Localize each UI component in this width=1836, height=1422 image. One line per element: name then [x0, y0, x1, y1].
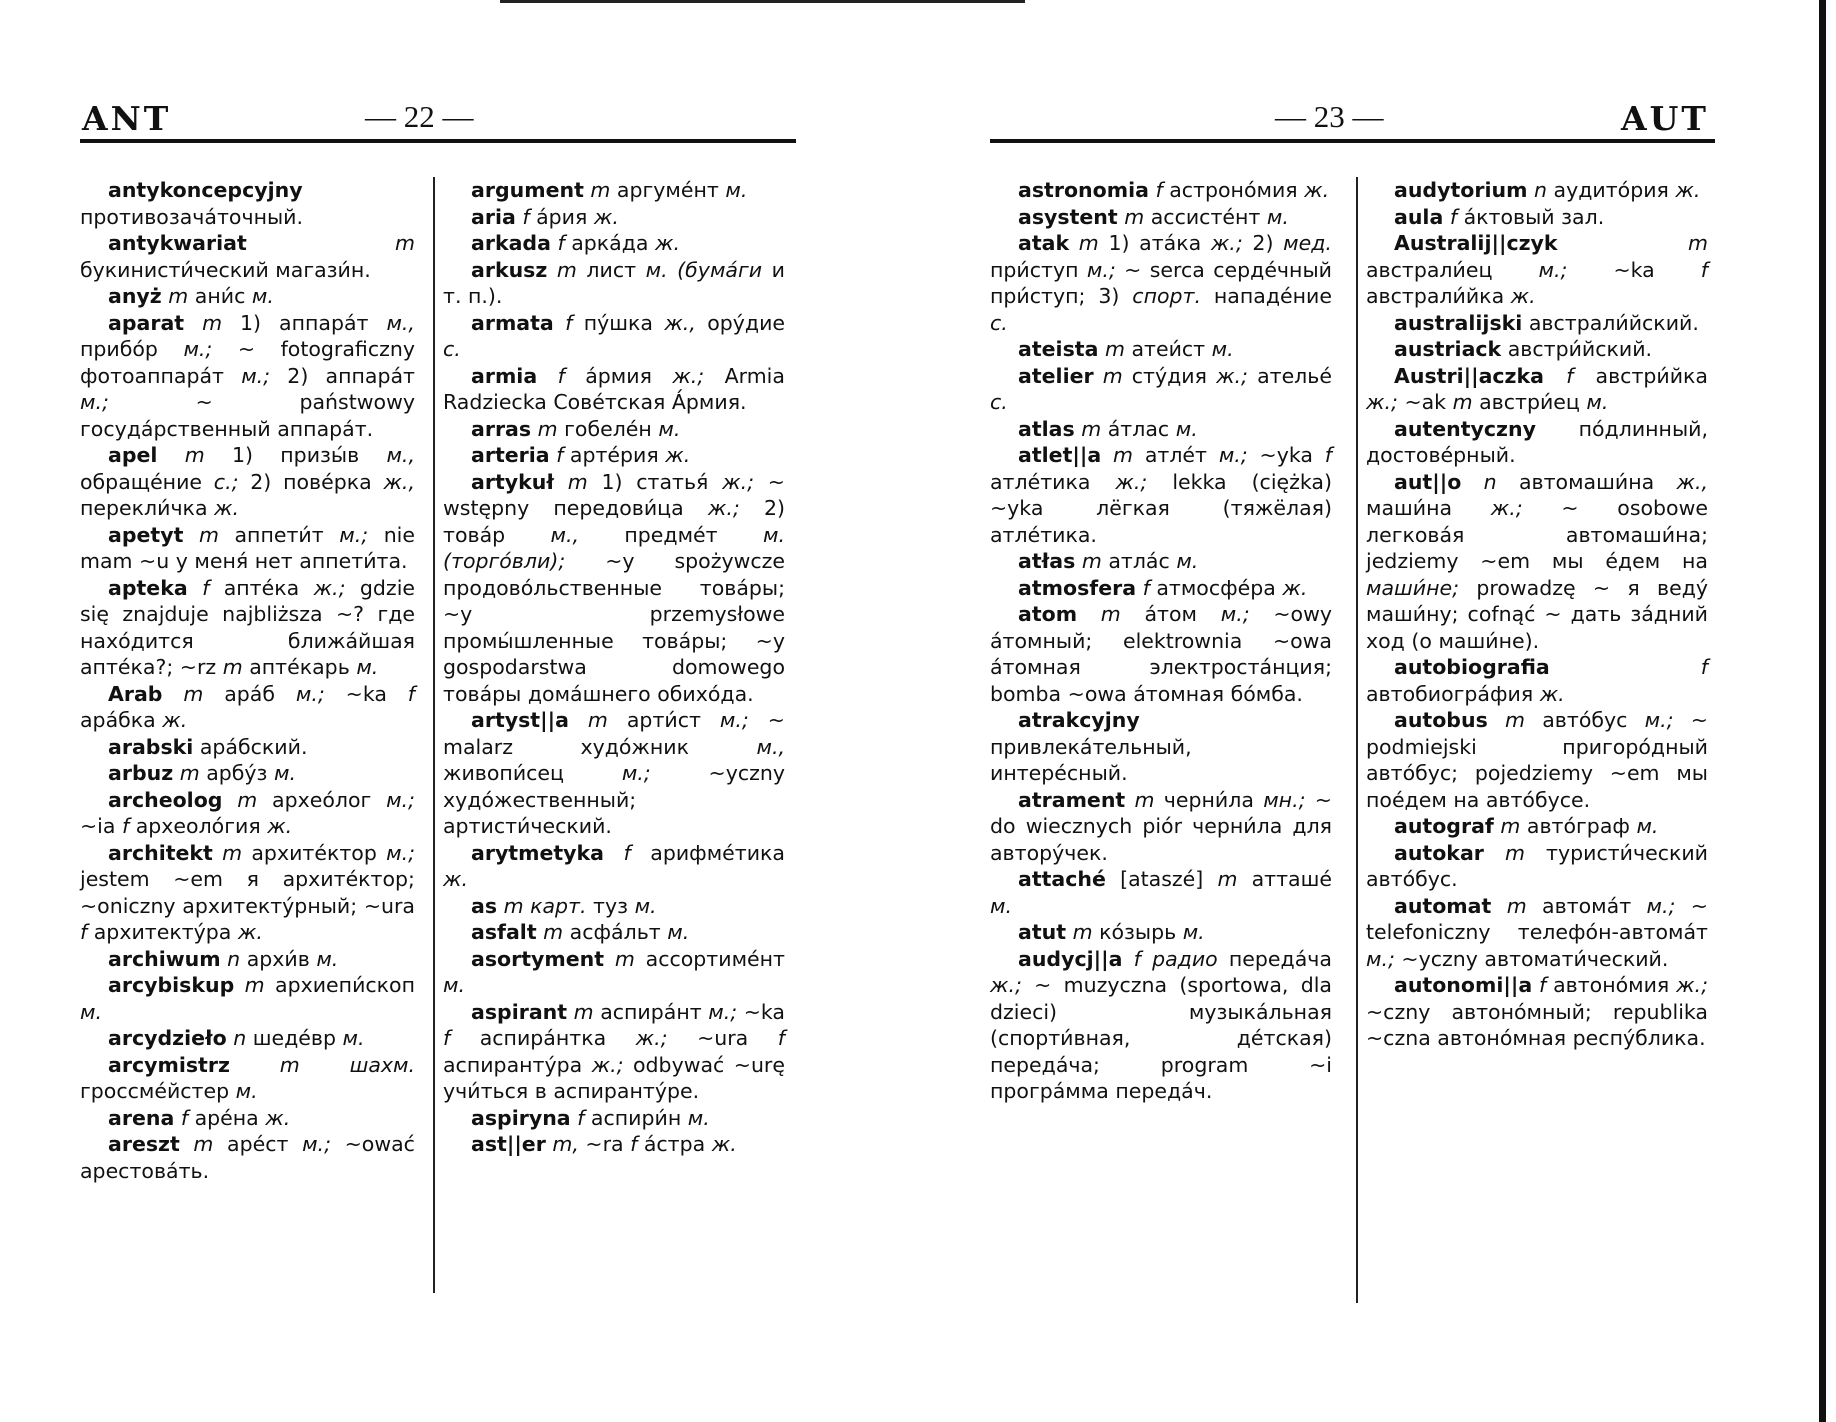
dictionary-entry: apel m 1) призы́в м., обраще́ние с.; 2) пове́рка ж., перекли́чка ж.: [80, 443, 415, 520]
dictionary-entry: archeolog m архео́лог м.; ~ia f археоло́гия ж.: [80, 787, 415, 838]
entry-columns: [990, 177, 1715, 1325]
dictionary-entry: autokar m туристи́ческий авто́бус.: [1366, 840, 1708, 891]
dictionary-entry: aria f а́рия ж.: [471, 204, 619, 229]
dictionary-entry: aspiryna f аспири́н м.: [471, 1105, 710, 1130]
dictionary-entry: australijski австрали́йский.: [1394, 310, 1699, 335]
dictionary-entry: apteka f апте́ка ж.; gdzie się znajduje najbliższa ~? где нахо́дится ближа́йшая апте́ка?; ~rz m апте́карь м.: [80, 575, 415, 679]
dictionary-entry: arteria f арте́рия ж.: [471, 443, 691, 467]
dictionary-entry: aut||o n автомаши́на ж., маши́на ж.; ~ osobowe легкова́я автомаши́на; jedziemy ~em мы е́дем на маши́не; prowadzę ~ я веду́ маши́ну; cofnąć ~ дать за́дний ход (о маши́не).: [1366, 469, 1708, 653]
dictionary-entry: arras m гобеле́н м.: [471, 416, 681, 441]
dictionary-entry: armata f пу́шка ж., ору́дие с.: [443, 310, 785, 361]
left-page: [80, 95, 796, 1325]
dictionary-entry: artyst||a m арти́ст м.; ~ malarz худо́жник м., живопи́сец м.; ~yczny худо́жественный; артисти́ческий.: [443, 708, 785, 838]
dictionary-entry: Australij||czyk m австрали́ец м.; ~ka f австрали́йка ж.: [1366, 231, 1708, 308]
header-rule: [990, 139, 1715, 143]
dictionary-entry: autobus m авто́бус м.; ~ podmiejski пригоро́дный авто́бус; pojedziemy ~em мы пое́дем на авто́бусе.: [1366, 708, 1708, 812]
dictionary-entry: asfalt m асфа́льт м.: [471, 920, 690, 944]
page-header: [990, 95, 1715, 145]
guide-word: ANT: [82, 99, 172, 138]
dictionary-entry: antykoncepcyjny противозача́точный.: [80, 178, 304, 229]
page-number: — 23 —: [1275, 99, 1384, 134]
column-divider: [433, 177, 435, 1293]
dictionary-entry: attaché [ataszé] m атташе́ м.: [990, 867, 1332, 918]
top-edge-rule: [500, 0, 1025, 3]
dictionary-entry: autograf m авто́граф м.: [1394, 814, 1659, 838]
dictionary-entry: automat m автома́т м.; ~ telefoniczny телефо́н-автома́т м.; ~yczny автомати́ческий.: [1366, 893, 1708, 971]
dictionary-entry: areszt m аре́ст м.; ~ować арестова́ть.: [80, 1132, 415, 1183]
dictionary-entry: arcydzieło n шеде́вр м.: [108, 1026, 365, 1050]
dictionary-entry: argument m аргуме́нт м.: [471, 178, 748, 202]
dictionary-entry: atut m ко́зырь м.: [1018, 920, 1205, 944]
dictionary-entry: antykwariat m букинисти́ческий магази́н.: [80, 231, 415, 282]
dictionary-entry: archiwum n архи́в м.: [108, 946, 339, 971]
dictionary-entry: audytorium n аудито́рия ж.: [1394, 178, 1701, 202]
dictionary-entry: autentyczny по́длинный, достове́рный.: [1366, 416, 1708, 467]
dictionary-entry: Austri||aczka f австри́йка ж.; ~ak m австри́ец м.: [1366, 363, 1708, 414]
dictionary-entry: atrakcyjny привлека́тельный, интере́сный.: [990, 708, 1192, 785]
dictionary-entry: atłas m атла́с м.: [1018, 549, 1199, 573]
dictionary-entry: armia f а́рмия ж.; Armia Radziecka Сове́тская А́рмия.: [443, 363, 785, 414]
right-column: [443, 177, 785, 1158]
dictionary-entry: autonomi||a f автоно́мия ж.; ~czny автоно́мный; republika ~czna автоно́мная респу́блика.: [1366, 973, 1708, 1050]
dictionary-entry: autobiografia f автобиогра́фия ж.: [1366, 655, 1708, 706]
dictionary-entry: apetyt m аппети́т м.; nie mam ~u у меня́ нет аппети́та.: [80, 522, 415, 573]
dictionary-entry: arbuz m арбу́з м.: [108, 761, 296, 785]
dictionary-entry: Arab m ара́б м.; ~ka f ара́бка ж.: [80, 681, 415, 732]
page-number: — 22 —: [365, 99, 474, 134]
dictionary-entry: aspirant m аспира́нт м.; ~ka f аспира́нтка ж.; ~ura f аспиранту́ра ж.; odbywać ~urę учи́ться в аспиранту́ре.: [443, 999, 785, 1103]
dictionary-entry: arcybiskup m архиепи́скоп м.: [80, 973, 415, 1024]
right-column: [1366, 177, 1708, 1052]
left-column: [990, 177, 1332, 1105]
dictionary-entry: arytmetyka f арифме́тика ж.: [443, 840, 785, 891]
left-column: [80, 177, 415, 1184]
dictionary-entry: atelier m сту́дия ж.; ателье́ с.: [990, 363, 1332, 414]
dictionary-entry: audycj||a f радио переда́ча ж.; ~ muzyczna (sportowa, dla dzieci) музыка́льная (спорти́вная, де́тская) переда́ча; program ~i програ́мма переда́ч.: [990, 946, 1332, 1103]
dictionary-entry: arkada f арка́да ж.: [471, 231, 680, 255]
dictionary-entry: asortyment m ассортиме́нт м.: [443, 946, 785, 997]
dictionary-entry: arena f аре́на ж.: [108, 1105, 291, 1130]
dictionary-entry: astronomia f астроно́мия ж.: [1018, 178, 1330, 202]
entry-columns: [80, 177, 796, 1325]
dictionary-entry: anyż m ани́с м.: [108, 284, 274, 308]
dictionary-entry: architekt m архите́ктор м.; jestem ~em я архите́ктор; ~oniczny архитекту́рный; ~ura f архитекту́ра ж.: [80, 840, 415, 944]
dictionary-entry: atmosfera f атмосфе́ра ж.: [1018, 575, 1308, 600]
page-header: [80, 95, 796, 145]
dictionary-entry: as m карт. туз м.: [471, 893, 657, 918]
dictionary-entry: aula f а́ктовый зал.: [1394, 204, 1605, 229]
right-page: [990, 95, 1715, 1325]
dictionary-entry: aparat m 1) аппара́т м., прибо́р м.; ~ fotograficzny фотоаппара́т м.; 2) аппара́т м.; ~ państwowy госуда́рственный аппара́т.: [80, 310, 415, 441]
dictionary-entry: atak m 1) ата́ка ж.; 2) мед. при́ступ м.; ~ serca серде́чный при́ступ; 3) спорт. нападе́ние с.: [990, 231, 1332, 335]
dictionary-entry: atom m а́том м.; ~owy а́томный; elektrownia ~owa а́томная электроста́нция; bomba ~owa а́томная бо́мба.: [990, 602, 1332, 706]
dictionary-entry: austriack австри́йский.: [1394, 337, 1653, 361]
dictionary-entry: ateista m атеи́ст м.: [1018, 337, 1234, 361]
dictionary-entry: arcymistrz m шахм. гроссме́йстер м.: [80, 1052, 415, 1103]
dictionary-entry: atlet||a m атле́т м.; ~yka f атле́тика ж.; lekka (ciężka) ~yka лёгкая (тяжёлая) атле́тика.: [990, 443, 1332, 547]
guide-word: AUT: [1621, 99, 1709, 138]
column-divider: [1356, 177, 1358, 1303]
dictionary-entry: asystent m ассисте́нт м.: [1018, 204, 1289, 229]
dictionary-entry: artykuł m 1) статья́ ж.; ~ wstępny передови́ца ж.; 2) това́р м., предме́т м. (торго́вли); ~y spożywcze продово́льственные това́ры; ~y przemysłowe промы́шленные това́ры; ~y gospodarstwa domowego това́ры дома́шнего обихо́да.: [443, 469, 785, 706]
header-rule: [80, 139, 796, 143]
dictionary-entry: arabski ара́бский.: [108, 734, 308, 759]
dictionary-entry: ast||er m, ~ra f а́стра ж.: [471, 1132, 737, 1156]
dictionary-entry: arkusz m лист м. (бума́ги и т. п.).: [443, 257, 785, 308]
dictionary-entry: atrament m черни́ла мн.; ~ do wiecznych piór черни́ла для автору́чек.: [990, 787, 1332, 865]
scan-edge-shadow: [1819, 0, 1826, 1422]
dictionary-entry: atlas m а́тлас м.: [1018, 416, 1198, 441]
